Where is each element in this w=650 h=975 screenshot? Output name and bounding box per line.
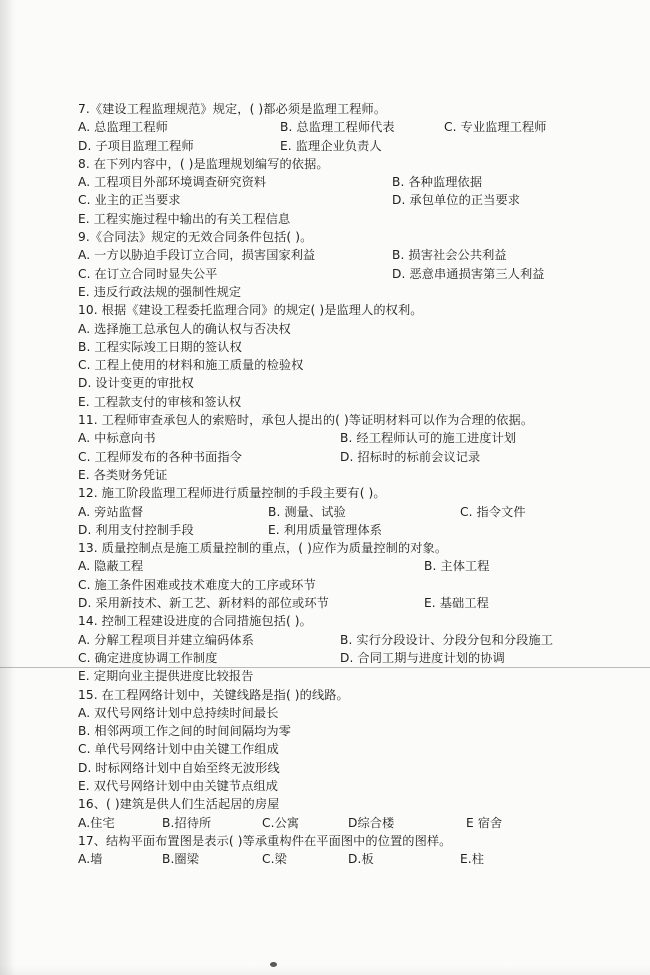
option-text: B. 工程实际竣工日期的签认权 [78, 339, 242, 354]
option-text: C.公寓 [262, 815, 300, 830]
option-text: C. 指令文件 [460, 504, 526, 519]
option-text: E. 监理企业负责人 [280, 138, 382, 153]
question-text: 16、( )建筑是供人们生活起居的房屋 [78, 797, 280, 812]
option-line [78, 173, 638, 191]
option-text: A. 一方以胁迫手段订立合同，损害国家利益 [78, 248, 316, 263]
option-text: E. 双代号网络计划中由关键节点组成 [78, 778, 279, 793]
option-line [78, 814, 638, 832]
option-line [78, 631, 638, 649]
option-text: E.柱 [460, 852, 485, 867]
option-text: C. 业主的正当要求 [78, 193, 181, 208]
option-text: B. 损害社会公共利益 [392, 248, 507, 263]
option-line [78, 503, 638, 521]
option-line [78, 137, 638, 155]
option-line [78, 576, 638, 594]
option-line [78, 777, 638, 795]
option-text: E. 利用质量管理体系 [268, 522, 383, 537]
option-text: B. 相邻两项工作之间的时间间隔均为零 [78, 724, 292, 739]
option-line [78, 740, 638, 758]
option-text: C. 工程师发布的各种书面指令 [78, 449, 243, 464]
option-text: D. 利用支付控制手段 [78, 522, 194, 537]
question-text: 13. 质量控制点是施工质量控制的重点，( )应作为质量控制的对象。 [78, 541, 448, 556]
ink-dot [270, 962, 277, 967]
option-text: A. 隐蔽工程 [78, 559, 144, 574]
option-text: A. 双代号网络计划中总持续时间最长 [78, 705, 279, 720]
option-line [78, 246, 638, 264]
option-text: B. 总监理工程师代表 [280, 120, 395, 135]
question-line [78, 228, 638, 246]
option-text: D. 子项目监理工程师 [78, 138, 194, 153]
option-text: C.梁 [262, 852, 287, 867]
option-text: D. 时标网络计划中自始至终无波形线 [78, 760, 280, 775]
option-line [78, 429, 638, 447]
question-line [78, 484, 638, 502]
option-line [78, 356, 638, 374]
option-line [78, 850, 638, 868]
option-text: B. 主体工程 [424, 559, 490, 574]
option-line [78, 118, 638, 136]
option-line [78, 448, 638, 466]
question-text: 11. 工程师审查承包人的索赔时，承包人提出的( )等证明材料可以作为合理的依据。 [78, 413, 534, 428]
option-line [78, 667, 638, 685]
option-line [78, 557, 638, 575]
option-line [78, 759, 638, 777]
option-text: C. 确定进度协调工作制度 [78, 650, 218, 665]
option-line [78, 649, 638, 667]
question-line [78, 301, 638, 319]
question-text: 7.《建设工程监理规范》规定，( )都必须是监理工程师。 [78, 102, 387, 116]
option-text: A.住宅 [78, 815, 115, 830]
option-text: E. 各类财务凭证 [78, 467, 168, 482]
option-line [78, 338, 638, 356]
option-text: E. 基础工程 [424, 596, 489, 611]
question-text: 15. 在工程网络计划中，关键线路是指( )的线路。 [78, 687, 349, 702]
question-line [78, 612, 638, 630]
option-text: B.招待所 [162, 815, 212, 830]
option-line [78, 393, 638, 411]
question-line [78, 832, 638, 850]
option-text: D. 合同工期与进度计划的协调 [340, 650, 505, 665]
option-text: B.圈梁 [162, 852, 200, 867]
option-text: D. 设计变更的审批权 [78, 376, 194, 391]
option-text: B. 各种监理依据 [392, 175, 483, 190]
option-text: C. 在订立合同时显失公平 [78, 266, 218, 281]
option-text: A. 选择施工总承包人的确认权与否决权 [78, 321, 291, 336]
question-text: 17、结构平面布置图是表示( )等承重构件在平面图中的位置的图样。 [78, 833, 452, 848]
option-text: C. 工程上使用的材料和施工质量的检验权 [78, 358, 304, 373]
option-text: D. 恶意串通损害第三人利益 [392, 266, 545, 281]
option-text: E. 工程款支付的审核和签认权 [78, 394, 242, 409]
question-text: 12. 施工阶段监理工程师进行质量控制的手段主要有( )。 [78, 486, 386, 501]
option-text: E. 定期向业主提供进度比较报告 [78, 669, 254, 684]
question-text: 8. 在下列内容中，( )是监理规划编写的依据。 [78, 156, 329, 171]
question-line [78, 411, 638, 429]
option-line [78, 374, 638, 392]
option-line [78, 191, 638, 209]
option-line [78, 466, 638, 484]
option-text: E 宿舍 [466, 815, 503, 830]
option-text: D. 承包单位的正当要求 [392, 193, 521, 208]
option-line [78, 283, 638, 301]
question-line [78, 155, 638, 173]
option-text: A. 旁站监督 [78, 504, 144, 519]
option-text: D. 招标时的标前会议记录 [340, 449, 481, 464]
question-text: 14. 控制工程建设进度的合同措施包括( )。 [78, 614, 312, 629]
option-text: A.墙 [78, 852, 103, 867]
option-line [78, 722, 638, 740]
scan-shadow [0, 0, 16, 975]
option-text: A. 中标意向书 [78, 431, 156, 446]
question-text: 9.《合同法》规定的无效合同条件包括( )。 [78, 230, 313, 245]
option-text: A. 工程项目外部环境调查研究资料 [78, 175, 267, 190]
option-text: C. 施工条件困难或技术难度大的工序或环节 [78, 577, 316, 592]
option-text: E. 违反行政法规的强制性规定 [78, 284, 242, 299]
question-text: 10. 根据《建设工程委托监理合同》的规定( )是监理人的权利。 [78, 303, 423, 318]
option-text: A. 总监理工程师 [78, 120, 168, 135]
option-text: C. 专业监理工程师 [444, 120, 547, 135]
option-text: B. 测量、试验 [268, 504, 346, 519]
option-text: A. 分解工程项目并建立编码体系 [78, 632, 254, 647]
option-text: B. 实行分段设计、分段分包和分段施工 [340, 632, 554, 647]
question-list [78, 100, 638, 868]
question-line [78, 686, 638, 704]
question-line [78, 795, 638, 813]
option-text: D.板 [348, 852, 374, 867]
option-text: E. 工程实施过程中输出的有关工程信息 [78, 211, 291, 226]
option-line [78, 210, 638, 228]
option-text: D. 采用新技术、新工艺、新材料的部位或环节 [78, 596, 329, 611]
option-line [78, 594, 638, 612]
option-line [78, 265, 638, 283]
question-line [78, 539, 638, 557]
question-line [78, 100, 638, 118]
option-line [78, 704, 638, 722]
option-text: C. 单代号网络计划中由关键工作组成 [78, 742, 279, 757]
option-text: D综合楼 [348, 815, 395, 830]
option-line [78, 521, 638, 539]
option-text: B. 经工程师认可的施工进度计划 [340, 431, 517, 446]
option-line [78, 320, 638, 338]
